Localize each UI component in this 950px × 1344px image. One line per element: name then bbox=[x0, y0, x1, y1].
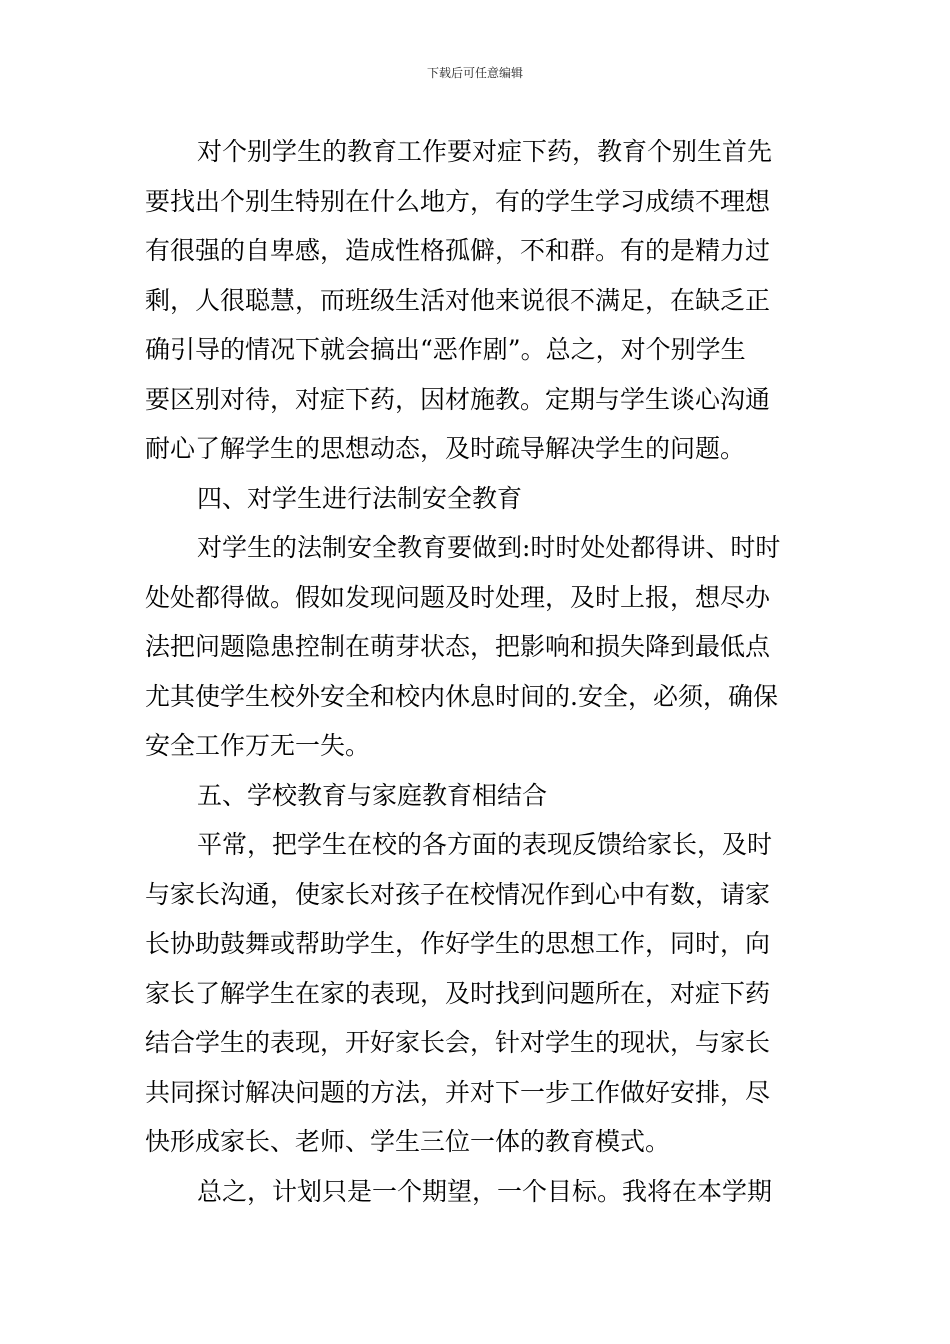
paragraph-line: 家长了解学生在家的表现，及时找到问题所在，对症下药 bbox=[145, 978, 771, 1008]
paragraph-line: 耐心了解学生的思想动态，及时疏导解决学生的问题。 bbox=[145, 434, 746, 463]
paragraph-line: 平常，把学生在校的各方面的表现反馈给家长，及时 bbox=[197, 830, 773, 859]
paragraph-line: 要找出个别生特别在什么地方，有的学生学习成绩不理想 bbox=[145, 186, 771, 216]
paragraph-line: 对个别学生的教育工作要对症下药，教育个别生首先 bbox=[197, 137, 773, 166]
section-heading: 四、对学生进行法制安全教育 bbox=[197, 483, 523, 513]
paragraph-line: 法把问题隐患控制在萌芽状态，把影响和损失降到最低点 bbox=[145, 632, 771, 661]
paragraph-line: 处处都得做。假如发现问题及时处理，及时上报，想尽办 bbox=[145, 582, 771, 612]
paragraph-line: 安全工作万无一失。 bbox=[145, 731, 371, 760]
section-heading: 五、学校教育与家庭教育相结合 bbox=[197, 780, 548, 810]
paragraph-line: 有很强的自卑感，造成性格孤僻，不和群。有的是精力过 bbox=[145, 236, 771, 265]
paragraph-line: 对学生的法制安全教育要做到:时时处处都得讲、时时 bbox=[197, 533, 781, 562]
paragraph-line: 结合学生的表现，开好家长会，针对学生的现状，与家长 bbox=[145, 1028, 771, 1057]
paragraph-line: 确引导的情况下就会搞出“恶作剧”。总之，对个别学生 bbox=[145, 335, 746, 364]
paragraph-line: 与家长沟通，使家长对孩子在校情况作到心中有数，请家 bbox=[145, 879, 771, 909]
paragraph-line: 共同探讨解决问题的方法，并对下一步工作做好安排，尽 bbox=[145, 1077, 771, 1107]
paragraph-line: 总之，计划只是一个期望，一个目标。我将在本学期 bbox=[197, 1176, 773, 1206]
paragraph-line: 尤其使学生校外安全和校内休息时间的.安全，必须，确保 bbox=[145, 681, 778, 711]
paragraph-line: 长协助鼓舞或帮助学生，作好学生的思想工作，同时，向 bbox=[145, 929, 771, 958]
document-body bbox=[145, 127, 809, 1216]
page-header: 下载后可任意编辑 bbox=[426, 66, 523, 80]
paragraph-line: 要区别对待，对症下药，因材施教。定期与学生谈心沟通 bbox=[145, 384, 771, 414]
paragraph-line: 快形成家长、老师、学生三位一体的教育模式。 bbox=[145, 1127, 671, 1156]
paragraph-line: 剩，人很聪慧，而班级生活对他来说很不满足，在缺乏正 bbox=[145, 285, 771, 315]
